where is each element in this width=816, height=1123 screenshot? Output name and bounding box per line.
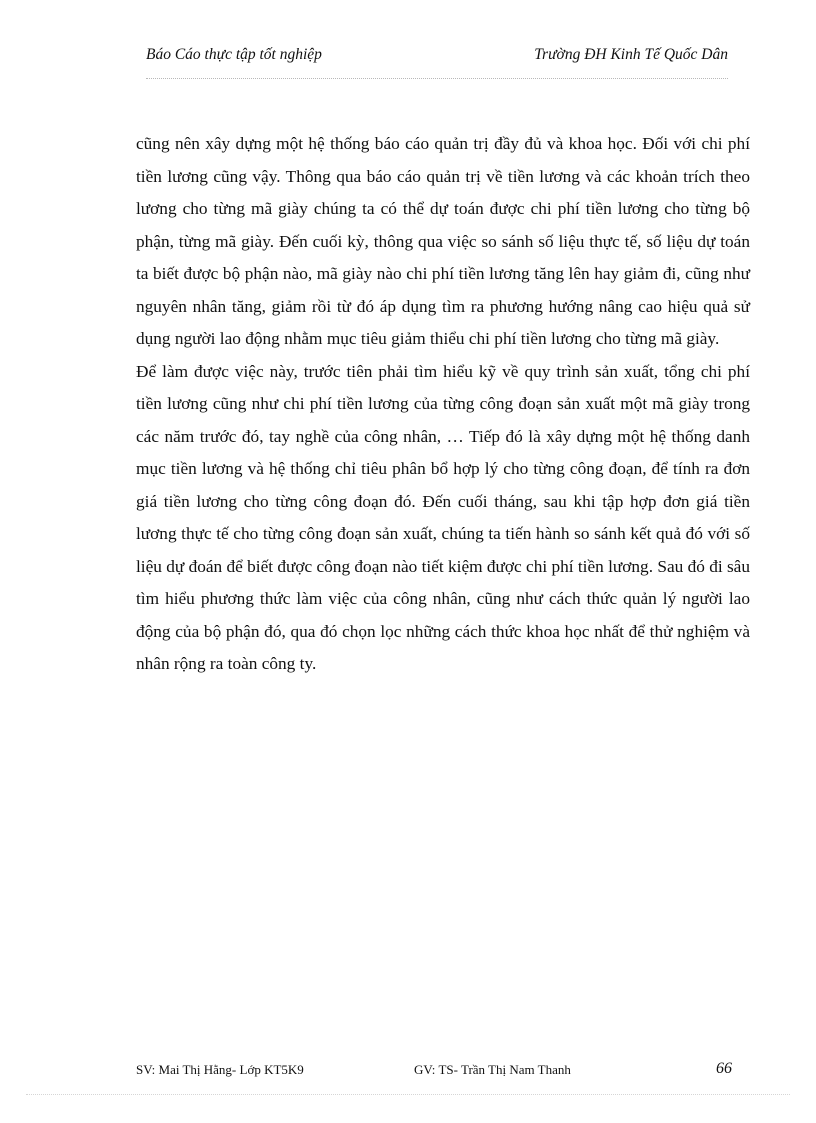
university-name: Trường ĐH Kinh Tế Quốc Dân bbox=[534, 46, 728, 63]
body-text bbox=[136, 128, 750, 681]
student-info: SV: Mai Thị Hằng- Lớp KT5K9 bbox=[136, 1062, 304, 1077]
paragraph-2: Để làm được việc này, trước tiên phải tìm hiểu kỹ về quy trình sản xuất, tổng chi phí tiền lương cũng như chi phí tiền lương của từng công đoạn sản xuất một mã giày trong các năm trước đó, tay nghề của công nhân, … Tiếp đó là xây dựng một hệ thống danh mục tiền lương và hệ thống chỉ tiêu phân bổ hợp lý cho từng công đoạn, để tính ra đơn giá tiền lương cho từng công đoạn đó. Đến cuối tháng, sau khi tập hợp đơn giá tiền lương thực tế cho từng công đoạn sản xuất, chúng ta tiến hành so sánh kết quả đó với số liệu dự đoán để biết được công đoạn nào tiết kiệm được chi phí tiền lương. Sau đó đi sâu tìm hiểu phương thức làm việc của công nhân, cũng như cách thức quản lý người lao động của bộ phận đó, qua đó chọn lọc những cách thức khoa học nhất để thử nghiệm và nhân rộng ra toàn công ty. bbox=[136, 361, 750, 673]
paragraph-1: cũng nên xây dựng một hệ thống báo cáo quản trị đầy đủ và khoa học. Đối với chi phí tiền lương cũng vậy. Thông qua báo cáo quản trị về tiền lương và các khoản trích theo lương cho từng mã giày chúng ta có thể dự toán được chi phí tiền lương cho từng bộ phận, từng mã giày. Đến cuối kỳ, thông qua việc so sánh số liệu thực tế, số liệu dự toán ta biết được bộ phận nào, mã giày nào chi phí tiền lương tăng lên hay giảm đi, cũng như nguyên nhân tăng, giảm rồi từ đó áp dụng tìm ra phương hướng nâng cao hiệu quả sử dụng người lao động nhằm mục tiêu giảm thiểu chi phí tiền lương cho từng mã giày. bbox=[136, 134, 750, 348]
report-title: Báo Cáo thực tập tốt nghiệp bbox=[146, 46, 322, 63]
page-number: 66 bbox=[716, 1060, 732, 1077]
page-footer bbox=[136, 1060, 734, 1084]
header-divider bbox=[146, 78, 728, 79]
supervisor-info: GV: TS- Trần Thị Nam Thanh bbox=[414, 1062, 571, 1077]
footer-divider bbox=[26, 1094, 790, 1095]
page-header bbox=[146, 46, 728, 70]
